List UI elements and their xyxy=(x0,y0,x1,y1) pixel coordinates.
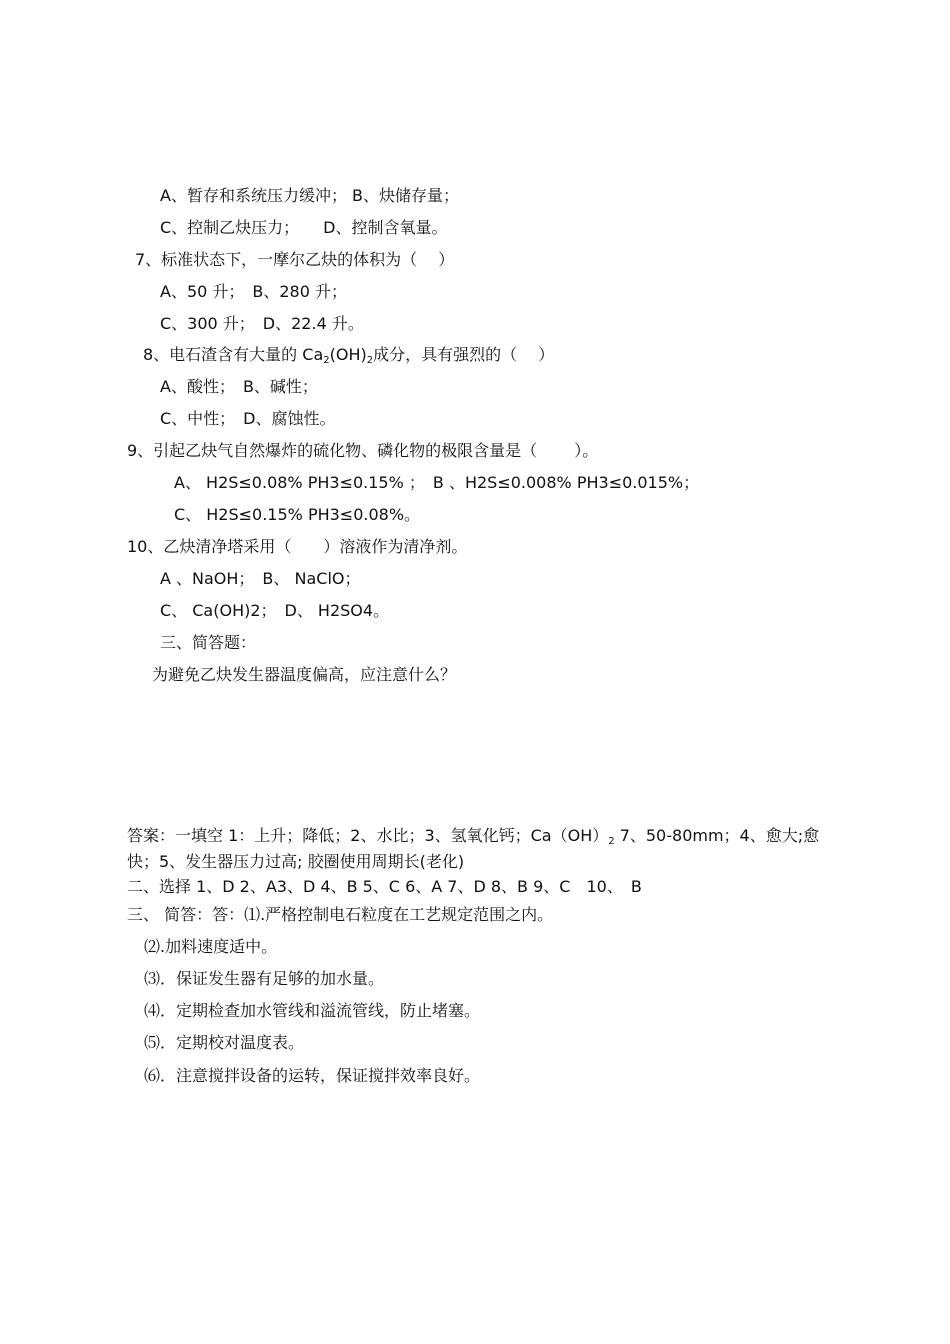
answer-item-6: ⑹．注意搅拌设备的运转，保证搅拌效率良好。 xyxy=(144,1066,481,1085)
section3-title: 三、简答题： xyxy=(160,633,257,652)
q7-stem: 7、标准状态下，一摩尔乙炔的体积为（ ） xyxy=(135,250,455,269)
q10-options-cd: C、 Ca(OH)2； D、 H2SO4。 xyxy=(160,601,390,620)
answer-line-1-subscript: 2 xyxy=(608,836,615,847)
q8-stem-pre: 8、电石渣含有大量的 Ca xyxy=(143,345,324,364)
short-answer-question: 为避免乙炔发生器温度偏高，应注意什么？ xyxy=(152,665,457,684)
q8-options-ab: A、酸性； B、碱性； xyxy=(160,377,318,396)
answer-line-1 xyxy=(127,826,819,852)
answer-item-5: ⑸．定期校对温度表。 xyxy=(144,1033,305,1052)
q8-subscript-1: 2 xyxy=(323,355,330,366)
answer-line-4: 三、 简答：答：⑴.严格控制电石粒度在工艺规定范围之内。 xyxy=(127,905,554,924)
q8-subscript-2: 2 xyxy=(366,355,374,366)
answer-item-3: ⑶．保证发生器有足够的加水量。 xyxy=(144,969,385,988)
answer-item-4: ⑷．定期检查加水管线和溢流管线，防止堵塞。 xyxy=(144,1001,481,1020)
q7-options-ab: A、50 升； B、280 升； xyxy=(160,282,347,301)
answer-line-2: 快；5、发生器压力过高; 胶圈使用周期长(老化) xyxy=(127,852,465,871)
q8-options-cd: C、中性； D、腐蚀性。 xyxy=(160,409,336,428)
q9-option-c: C、 H2S≤0.15% PH3≤0.08%。 xyxy=(174,505,421,524)
q6-options-cd: C、控制乙炔压力； D、控制含氧量。 xyxy=(160,218,448,237)
q10-options-ab: A 、NaOH； B、 NaClO； xyxy=(160,569,361,588)
answer-item-2: ⑵.加料速度适中。 xyxy=(144,937,278,956)
q8-stem-mid: (OH) xyxy=(329,345,367,364)
q8-stem-post: 成分，具有强烈的（ ） xyxy=(373,345,555,364)
answer-line-1-pre: 答案：一填空 1：上升；降低；2、水比；3、氢氧化钙；Ca（OH） xyxy=(127,826,609,845)
q10-stem: 10、乙炔清净塔采用（ ）溶液作为清净剂。 xyxy=(127,537,468,556)
q9-options-ab: A、 H2S≤0.08% PH3≤0.15% ； B 、H2S≤0.008% PH3≤0.015%； xyxy=(174,473,700,492)
q9-stem: 9、引起乙炔气自然爆炸的硫化物、磷化物的极限含量是（ ）。 xyxy=(127,441,599,460)
answer-line-3: 二、选择 1、D 2、A3、D 4、B 5、C 6、A 7、D 8、B 9、C 10、 B xyxy=(127,877,642,896)
answer-line-1-post: 7、50-80mm；4、愈大;愈 xyxy=(614,826,820,845)
q7-options-cd: C、300 升； D、22.4 升。 xyxy=(160,314,364,333)
q8-stem xyxy=(143,345,554,365)
q6-options-ab: A、暂存和系统压力缓冲； B、炔储存量； xyxy=(160,186,460,205)
